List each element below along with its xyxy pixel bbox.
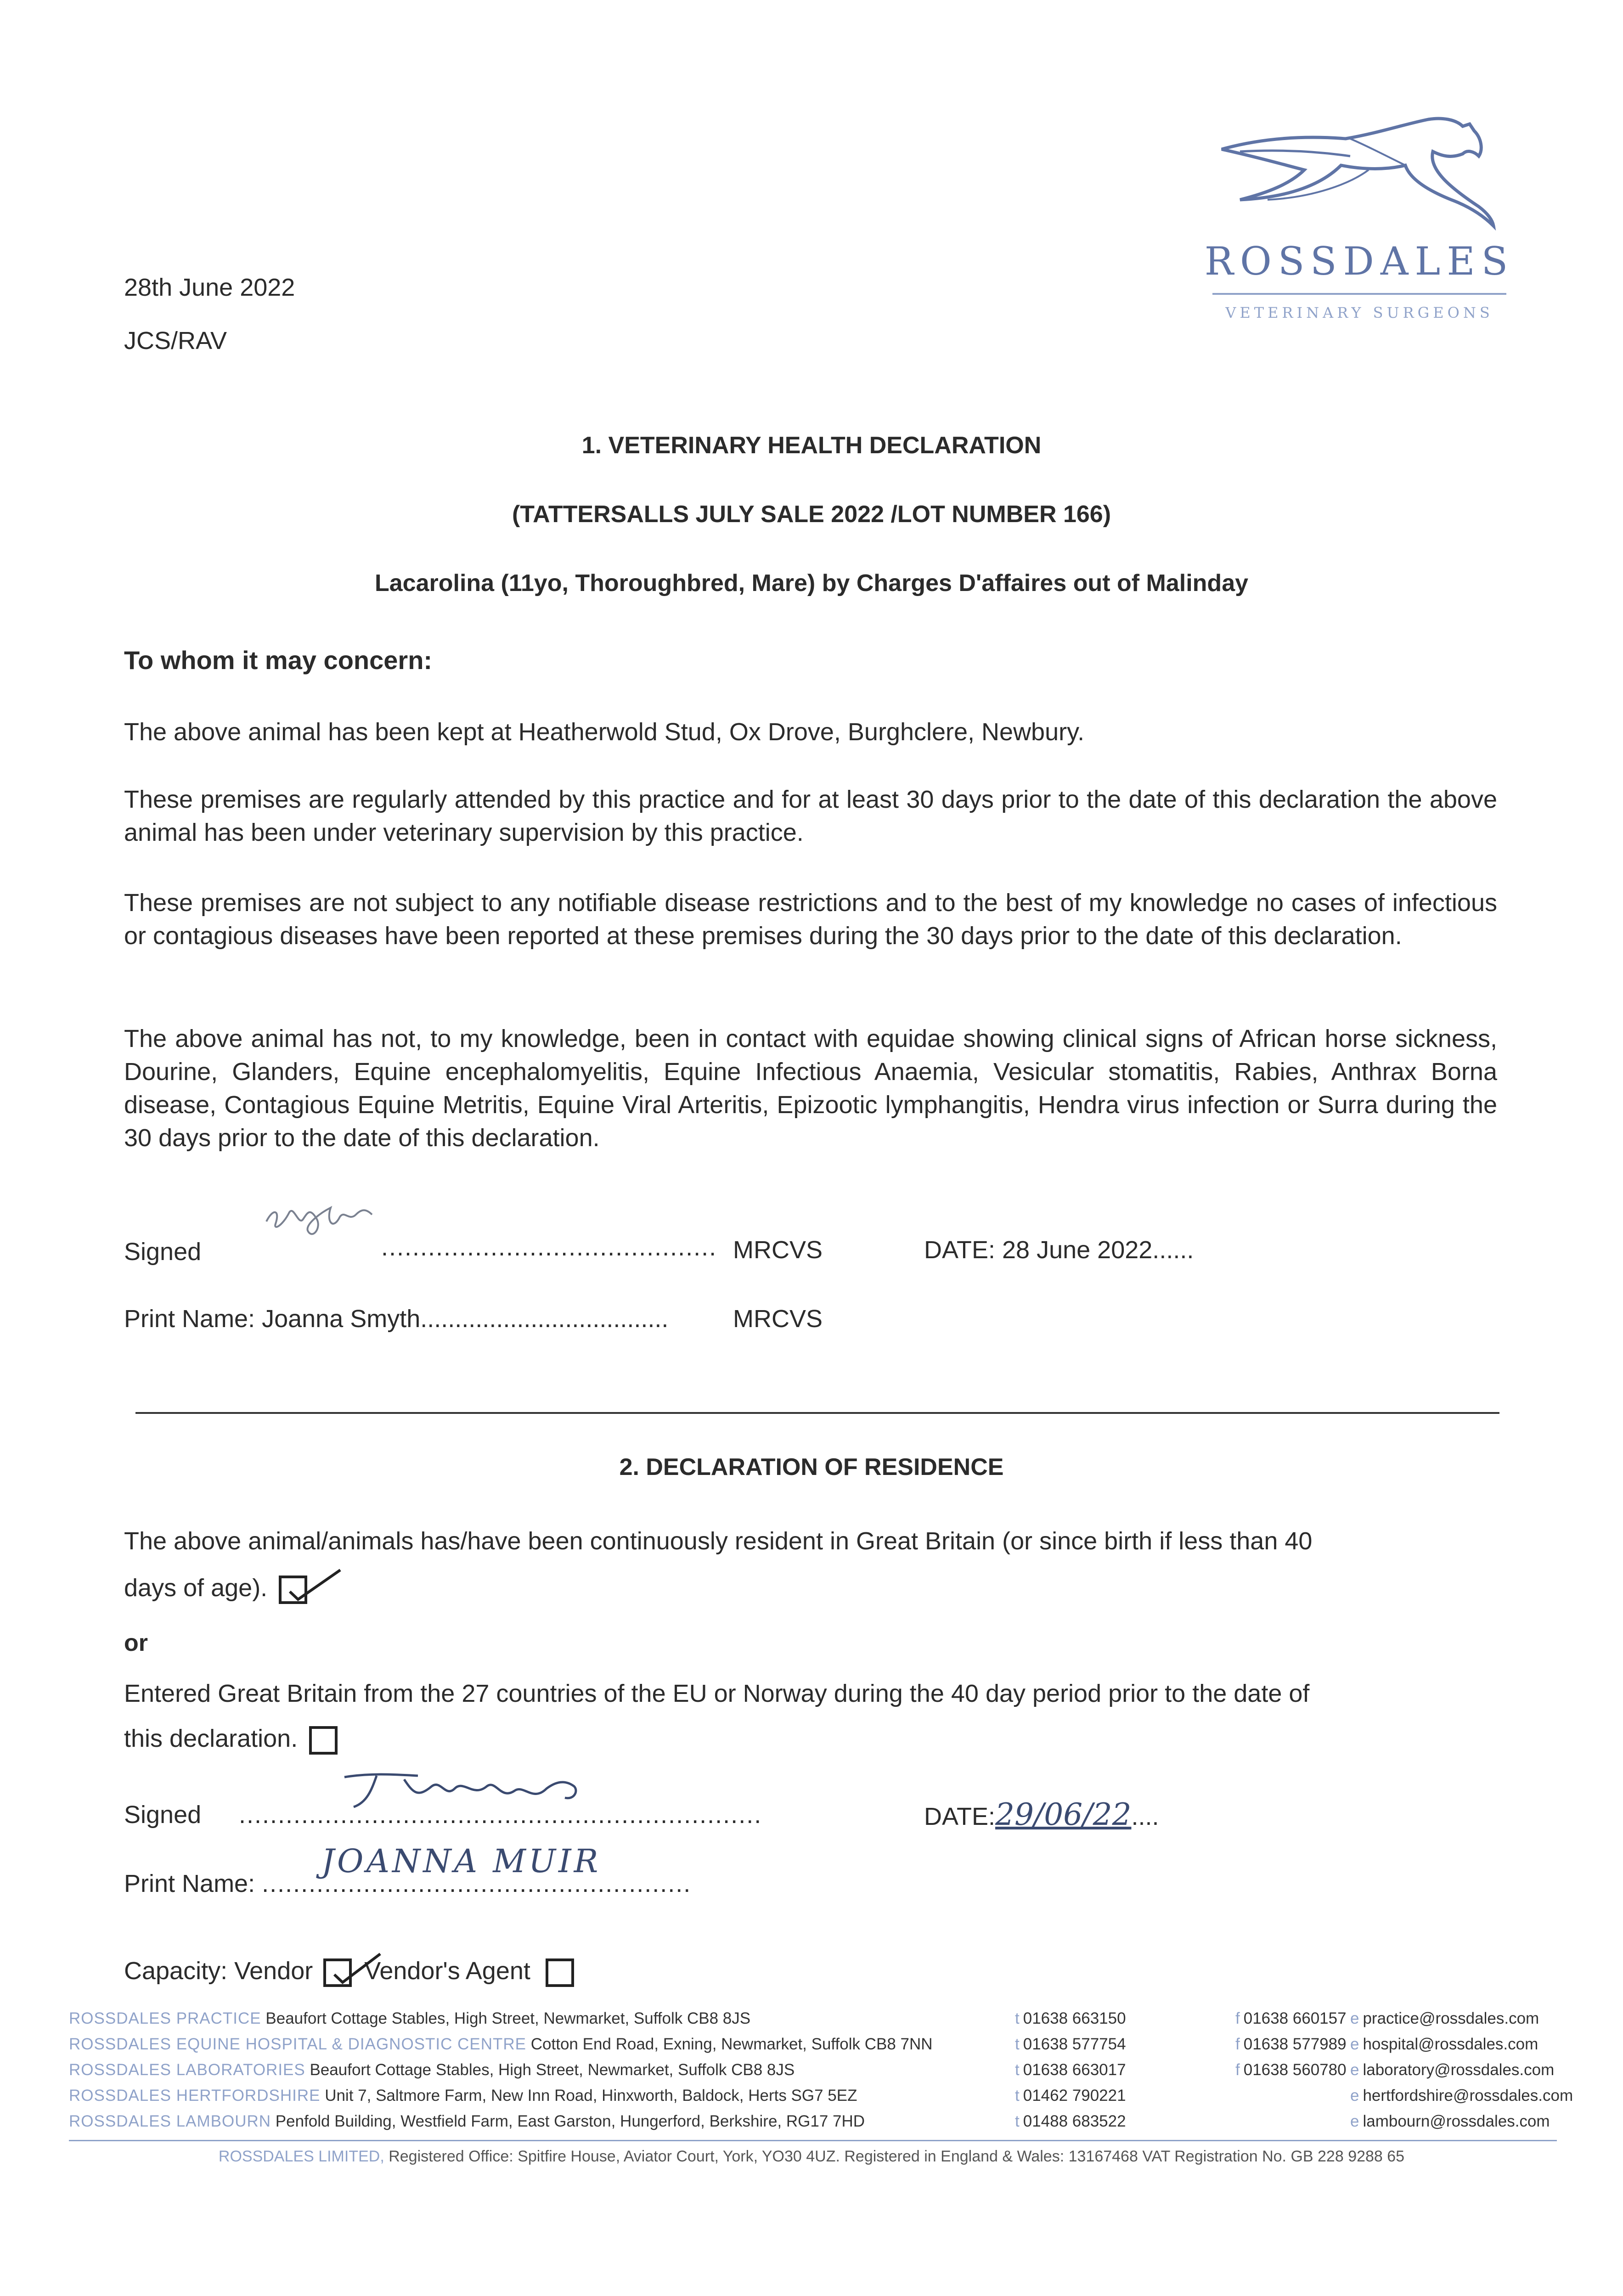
phone-number[interactable]: 01638 577754 [1023, 2035, 1126, 2053]
footer-address: Penfold Building, Westfield Farm, East Garston, Hungerford, Berkshire, RG17 7HD [275, 2112, 865, 2130]
footer-contact-row [69, 2109, 1557, 2134]
registered-org: ROSSDALES LIMITED, [218, 2148, 384, 2165]
reference-code: JCS/RAV [124, 327, 227, 355]
handwritten-signature-icon [335, 1766, 592, 1816]
fax-number: 01638 577989 [1243, 2035, 1347, 2053]
resident-line-2: days of age). [124, 1574, 268, 1602]
footer-contact-row [69, 2083, 1573, 2109]
logo-subtitle: VETERINARY SURGEONS [1225, 304, 1493, 321]
signature-line: ........................................... [381, 1233, 717, 1261]
entered-checkbox[interactable] [309, 1726, 338, 1755]
letter-date: 28th June 2022 [124, 274, 295, 301]
agent-checkbox[interactable] [546, 1958, 574, 1987]
footer-address: Beaufort Cottage Stables, High Street, Newmarket, Suffolk CB8 8JS [310, 2061, 795, 2079]
email-prefix: e [1350, 2061, 1359, 2079]
footer-phone[interactable] [1015, 2057, 1153, 2083]
vendors-agent-label: Vendor's Agent [364, 1957, 530, 1985]
email-prefix: e [1350, 2035, 1359, 2053]
phone-number[interactable]: 01462 790221 [1023, 2087, 1126, 2105]
registered-office [0, 2144, 1623, 2169]
resident-line-1: The above animal/animals has/have been continuously resident in Great Britain (or since birth if less than 40 [124, 1527, 1313, 1555]
email-address[interactable]: lambourn@rossdales.com [1363, 2112, 1550, 2130]
email-prefix: e [1350, 2009, 1359, 2027]
print-name-dots: ....................................................... [262, 1870, 692, 1897]
registered-text: Registered Office: Spitfire House, Aviator Court, York, YO30 4UZ. Registered in England & Wales: 13167468 VAT Registration No. GB 228 9288 65 [389, 2148, 1405, 2165]
fax-number: 01638 660157 [1243, 2009, 1347, 2027]
footer-phone[interactable] [1015, 2109, 1153, 2134]
signature-line-2: ................................................................... [239, 1801, 762, 1829]
email-prefix: e [1350, 2112, 1359, 2130]
date-label-2 [924, 1798, 1159, 1833]
paragraph-contact: The above animal has not, to my knowledge, been in contact with equidae showing clinical signs of African horse sickness, Dourine, Glanders, Equine encephalomyelitis, Equine Infectious Anaemia, Vesicular stomatitis, Rabies, Anthrax Borna disease, Contagious Equine Metritis, Equine Viral Arteritis, Epizootic lymphangitis, Hendra virus infection or Surra during the 30 days prior to the date of this declaration. [124, 1025, 1497, 1152]
footer-org: ROSSDALES LABORATORIES [69, 2061, 305, 2079]
resident-checkbox[interactable] [279, 1576, 307, 1604]
footer-email[interactable] [1350, 2083, 1573, 2109]
paragraph-supervision: These premises are regularly attended by this practice and for at least 30 days prior to the date of this declaration the above animal has been under veterinary supervision by this practice. [124, 786, 1497, 846]
phone-number[interactable]: 01488 683522 [1023, 2112, 1126, 2130]
handwritten-signature-icon [257, 1194, 386, 1249]
signed-label-2: Signed [124, 1801, 202, 1829]
phone-prefix: t [1015, 2087, 1020, 2105]
declaration-date: DATE: 28 June 2022...... [924, 1236, 1194, 1264]
email-address[interactable]: practice@rossdales.com [1363, 2009, 1539, 2027]
salutation: To whom it may concern: [124, 646, 433, 675]
entered-line-1: Entered Great Britain from the 27 countries of the EU or Norway during the 40 day period prior to the date of [124, 1680, 1310, 1707]
mrcvs-label-2: MRCVS [733, 1305, 823, 1333]
horse-logo-icon [1212, 106, 1506, 248]
section-divider [135, 1412, 1499, 1414]
footer-address: Cotton End Road, Exning, Newmarket, Suffolk CB8 7NN [530, 2035, 933, 2053]
fax-number: 01638 560780 [1243, 2061, 1347, 2079]
phone-number[interactable]: 01638 663150 [1023, 2009, 1126, 2027]
footer-org: ROSSDALES LAMBOURN [69, 2112, 271, 2130]
footer-rule [69, 2140, 1557, 2141]
print-name-label: Print Name: [124, 1870, 255, 1897]
phone-prefix: t [1015, 2061, 1020, 2079]
footer-address: Unit 7, Saltmore Farm, New Inn Road, Hinxworth, Baldock, Herts SG7 5EZ [325, 2087, 857, 2105]
capacity-row [124, 1954, 574, 1987]
footer-org: ROSSDALES EQUINE HOSPITAL & DIAGNOSTIC CENTRE [69, 2035, 527, 2053]
phone-number[interactable]: 01638 663017 [1023, 2061, 1126, 2079]
footer-email[interactable] [1350, 2032, 1561, 2057]
checkmark-icon [330, 1949, 389, 1991]
footer-email[interactable] [1350, 2057, 1561, 2083]
date-dots: .... [1131, 1803, 1159, 1830]
phone-prefix: t [1015, 2035, 1020, 2053]
footer-contact-row [69, 2032, 1557, 2057]
footer-contact-row [69, 2006, 1557, 2032]
phone-prefix: t [1015, 2112, 1020, 2130]
fax-prefix: f [1235, 2035, 1240, 2053]
footer-contact-row [69, 2057, 1557, 2083]
logo-rule [1212, 293, 1506, 295]
date-handwritten: 29/06/22 [995, 1797, 1132, 1832]
or-label: or [124, 1630, 148, 1656]
section1-title: 1. VETERINARY HEALTH DECLARATION [581, 432, 1042, 459]
company-logo [1204, 106, 1515, 326]
footer-phone[interactable] [1015, 2006, 1153, 2032]
capacity-label: Capacity: Vendor [124, 1957, 313, 1985]
footer-phone[interactable] [1015, 2032, 1153, 2057]
email-prefix: e [1350, 2087, 1359, 2105]
paragraph-restrictions: These premises are not subject to any notifiable disease restrictions and to the best of my knowledge no cases of infectious or contagious diseases have been reported at these premises during the 30 days prior to the date of this declaration. [124, 889, 1497, 950]
signed-label: Signed [124, 1238, 202, 1266]
email-address[interactable]: laboratory@rossdales.com [1363, 2061, 1555, 2079]
animal-description: Lacarolina (11yo, Thoroughbred, Mare) by Charges D'affaires out of Malinday [374, 570, 1249, 597]
resident-line-2-row [124, 1571, 307, 1604]
fax-prefix: f [1235, 2009, 1240, 2027]
vendor-checkbox[interactable] [323, 1958, 352, 1987]
signature-vendor [335, 1766, 592, 1816]
signature-vet [257, 1194, 386, 1249]
phone-prefix: t [1015, 2009, 1020, 2027]
checkmark-icon [285, 1566, 345, 1608]
footer-address: Beaufort Cottage Stables, High Street, Newmarket, Suffolk CB8 8JS [265, 2009, 751, 2027]
mrcvs-label: MRCVS [733, 1236, 823, 1264]
email-address[interactable]: hospital@rossdales.com [1363, 2035, 1538, 2053]
footer-org: ROSSDALES HERTFORDSHIRE [69, 2087, 321, 2105]
entered-line-2: this declaration. [124, 1725, 298, 1752]
paragraph-kept: The above animal has been kept at Heatherwold Stud, Ox Drove, Burghclere, Newbury. [124, 718, 1085, 746]
print-name-vet: Print Name: Joanna Smyth.................................... [124, 1305, 669, 1333]
footer-org: ROSSDALES PRACTICE [69, 2009, 261, 2027]
section2-title: 2. DECLARATION OF RESIDENCE [619, 1454, 1004, 1480]
logo-name: ROSSDALES [1204, 239, 1515, 284]
date-label-text: DATE: [924, 1803, 996, 1830]
section1-subtitle: (TATTERSALLS JULY SALE 2022 /LOT NUMBER 166) [512, 501, 1111, 528]
footer-email[interactable] [1350, 2109, 1561, 2134]
footer-phone[interactable] [1015, 2083, 1153, 2109]
entered-line-2-row [124, 1722, 338, 1755]
print-name-handwritten: JOANNA MUIR [321, 1842, 601, 1880]
footer-email[interactable] [1350, 2006, 1561, 2032]
fax-prefix: f [1235, 2061, 1240, 2079]
email-address[interactable]: hertfordshire@rossdales.com [1363, 2087, 1573, 2105]
